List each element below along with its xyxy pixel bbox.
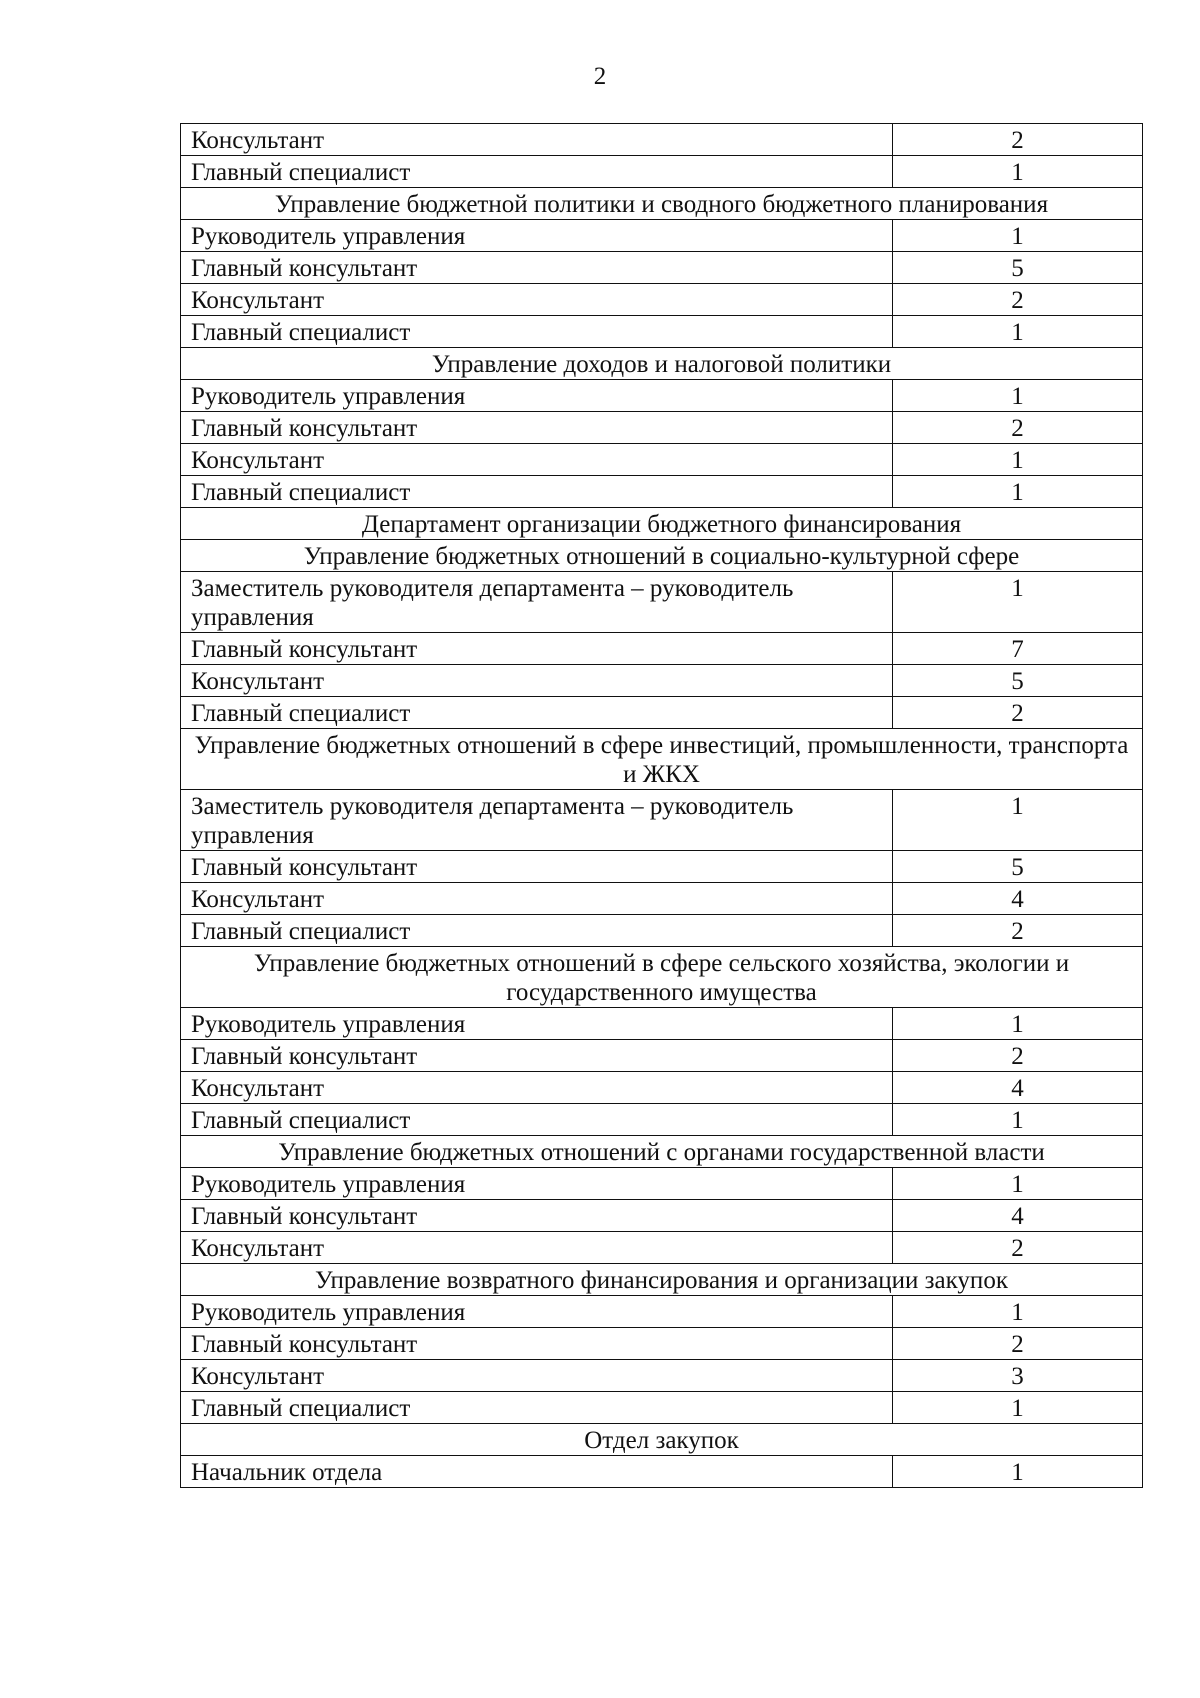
section-title: Управление возвратного финансирования и организации закупок <box>181 1264 1143 1296</box>
position-row <box>181 1200 1143 1232</box>
position-row <box>181 252 1143 284</box>
position-title: Консультант <box>181 665 893 697</box>
position-count: 1 <box>893 790 1143 851</box>
position-row <box>181 124 1143 156</box>
position-row <box>181 1232 1143 1264</box>
position-title: Консультант <box>181 284 893 316</box>
position-count: 2 <box>893 1328 1143 1360</box>
position-title: Консультант <box>181 1232 893 1264</box>
staffing-table-body <box>181 124 1143 1488</box>
position-count: 2 <box>893 412 1143 444</box>
position-count: 2 <box>893 284 1143 316</box>
position-row <box>181 476 1143 508</box>
position-row <box>181 1296 1143 1328</box>
section-title: Отдел закупок <box>181 1424 1143 1456</box>
position-row <box>181 572 1143 633</box>
position-row <box>181 1328 1143 1360</box>
position-count: 1 <box>893 1104 1143 1136</box>
position-title: Главный специалист <box>181 1104 893 1136</box>
section-title: Управление бюджетных отношений с органами государственной власти <box>181 1136 1143 1168</box>
position-count: 2 <box>893 1040 1143 1072</box>
position-title: Руководитель управления <box>181 1008 893 1040</box>
position-count: 1 <box>893 316 1143 348</box>
position-row <box>181 633 1143 665</box>
position-title: Главный специалист <box>181 156 893 188</box>
position-count: 1 <box>893 444 1143 476</box>
position-title: Консультант <box>181 883 893 915</box>
position-title: Руководитель управления <box>181 1168 893 1200</box>
position-title: Главный консультант <box>181 851 893 883</box>
position-row <box>181 284 1143 316</box>
position-row <box>181 412 1143 444</box>
position-row <box>181 1360 1143 1392</box>
position-count: 3 <box>893 1360 1143 1392</box>
position-count: 1 <box>893 1296 1143 1328</box>
position-row <box>181 1104 1143 1136</box>
section-header-row <box>181 188 1143 220</box>
position-count: 4 <box>893 1072 1143 1104</box>
position-row <box>181 1072 1143 1104</box>
position-count: 1 <box>893 156 1143 188</box>
section-title: Управление бюджетных отношений в социально-культурной сфере <box>181 540 1143 572</box>
page-number: 2 <box>593 63 607 90</box>
position-count: 5 <box>893 851 1143 883</box>
position-row <box>181 883 1143 915</box>
position-row <box>181 220 1143 252</box>
position-count: 1 <box>893 220 1143 252</box>
position-row <box>181 1392 1143 1424</box>
position-title: Главный консультант <box>181 1328 893 1360</box>
position-row <box>181 1456 1143 1488</box>
section-header-row <box>181 348 1143 380</box>
position-title: Главный консультант <box>181 252 893 284</box>
position-row <box>181 380 1143 412</box>
position-count: 1 <box>893 1168 1143 1200</box>
position-title: Консультант <box>181 124 893 156</box>
position-count: 1 <box>893 1008 1143 1040</box>
section-header-row <box>181 540 1143 572</box>
position-count: 2 <box>893 915 1143 947</box>
position-row <box>181 1040 1143 1072</box>
position-title: Главный консультант <box>181 633 893 665</box>
section-title: Управление бюджетной политики и сводного бюджетного планирования <box>181 188 1143 220</box>
position-count: 2 <box>893 1232 1143 1264</box>
position-row <box>181 1008 1143 1040</box>
position-title: Заместитель руководителя департамента – руководитель управления <box>181 790 893 851</box>
position-title: Консультант <box>181 1360 893 1392</box>
position-count: 4 <box>893 1200 1143 1232</box>
position-count: 1 <box>893 1392 1143 1424</box>
position-count: 1 <box>893 476 1143 508</box>
position-title: Главный специалист <box>181 1392 893 1424</box>
position-title: Главный консультант <box>181 412 893 444</box>
section-header-row <box>181 1424 1143 1456</box>
position-count: 5 <box>893 252 1143 284</box>
position-row <box>181 665 1143 697</box>
position-title: Главный специалист <box>181 697 893 729</box>
section-title: Управление бюджетных отношений в сфере инвестиций, промышленности, транспорта и ЖКХ <box>181 729 1143 790</box>
position-row <box>181 1168 1143 1200</box>
position-row <box>181 156 1143 188</box>
section-header-row <box>181 729 1143 790</box>
position-count: 7 <box>893 633 1143 665</box>
section-header-row <box>181 508 1143 540</box>
position-count: 1 <box>893 572 1143 633</box>
position-title: Главный консультант <box>181 1200 893 1232</box>
position-count: 4 <box>893 883 1143 915</box>
section-header-row <box>181 947 1143 1008</box>
position-row <box>181 444 1143 476</box>
position-title: Консультант <box>181 444 893 476</box>
position-row <box>181 697 1143 729</box>
position-title: Заместитель руководителя департамента – руководитель управления <box>181 572 893 633</box>
section-header-row <box>181 1136 1143 1168</box>
position-row <box>181 915 1143 947</box>
position-title: Руководитель управления <box>181 380 893 412</box>
section-header-row <box>181 1264 1143 1296</box>
position-row <box>181 851 1143 883</box>
position-title: Главный специалист <box>181 476 893 508</box>
section-title: Департамент организации бюджетного финансирования <box>181 508 1143 540</box>
position-row <box>181 790 1143 851</box>
staffing-table <box>180 123 1143 1488</box>
position-title: Начальник отдела <box>181 1456 893 1488</box>
section-title: Управление бюджетных отношений в сфере сельского хозяйства, экологии и государственного имущества <box>181 947 1143 1008</box>
position-title: Руководитель управления <box>181 1296 893 1328</box>
position-title: Главный специалист <box>181 316 893 348</box>
position-count: 1 <box>893 380 1143 412</box>
position-count: 1 <box>893 1456 1143 1488</box>
position-count: 2 <box>893 697 1143 729</box>
position-title: Главный специалист <box>181 915 893 947</box>
position-count: 2 <box>893 124 1143 156</box>
position-title: Главный консультант <box>181 1040 893 1072</box>
section-title: Управление доходов и налоговой политики <box>181 348 1143 380</box>
position-count: 5 <box>893 665 1143 697</box>
position-row <box>181 316 1143 348</box>
position-title: Консультант <box>181 1072 893 1104</box>
position-title: Руководитель управления <box>181 220 893 252</box>
